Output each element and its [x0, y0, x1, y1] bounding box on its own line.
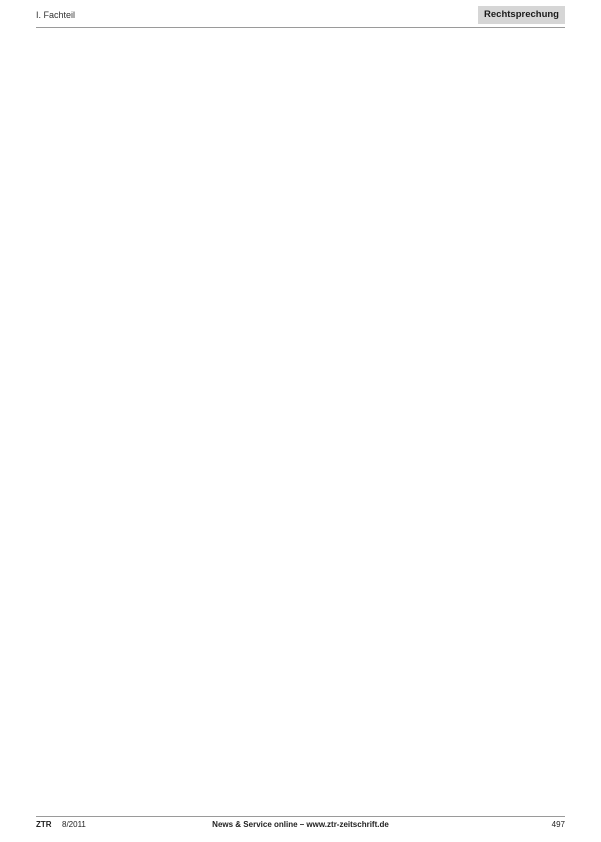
issue-number: 8/2011	[62, 820, 86, 829]
header-divider	[36, 27, 565, 28]
footer-divider	[36, 816, 565, 817]
category-tab: Rechtsprechung	[478, 6, 565, 24]
page-footer	[36, 818, 565, 832]
section-label: I. Fachteil	[36, 10, 76, 20]
page-number: 497	[551, 820, 565, 829]
journal-name: ZTR	[36, 820, 52, 829]
text-column-right	[311, 34, 565, 806]
page-header	[36, 6, 565, 24]
footer-tagline: News & Service online – www.ztr-zeitschrift.de	[212, 820, 389, 829]
text-column-left	[36, 34, 290, 806]
